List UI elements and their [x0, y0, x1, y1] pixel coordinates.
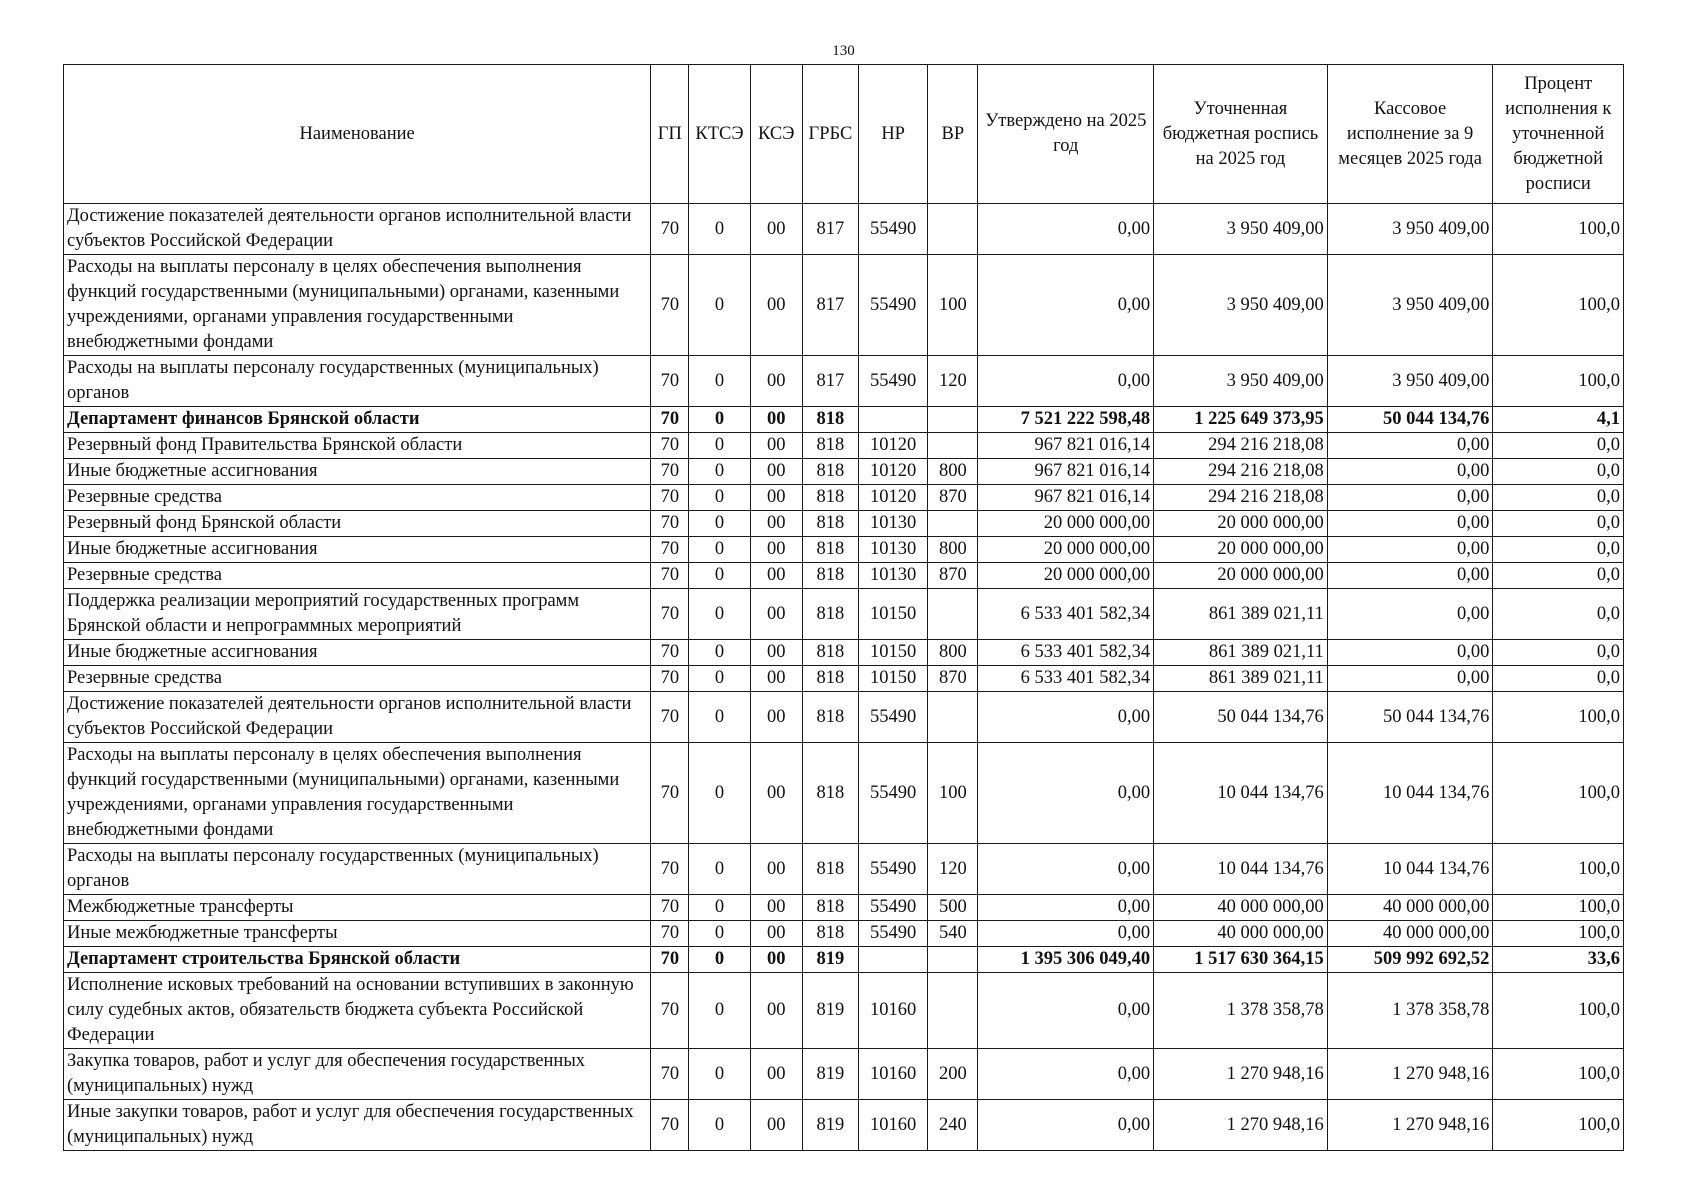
- cell-gp: 70: [651, 356, 689, 407]
- cell-cash: 0,00: [1327, 666, 1493, 692]
- cell-vr: [928, 973, 978, 1049]
- cell-grbs: 818: [802, 485, 858, 511]
- cell-grbs: 818: [802, 511, 858, 537]
- cell-cash: 0,00: [1327, 485, 1493, 511]
- cell-name: Расходы на выплаты персоналу государственных (муниципальных) органов: [64, 356, 651, 407]
- cell-nr: 55490: [859, 255, 928, 356]
- cell-grbs: 818: [802, 433, 858, 459]
- cell-approved: 0,00: [978, 1049, 1154, 1100]
- cell-grbs: 818: [802, 459, 858, 485]
- cell-kse: 00: [750, 589, 802, 640]
- cell-refined: 10 044 134,76: [1154, 844, 1328, 895]
- cell-ktse: 0: [689, 921, 750, 947]
- cell-gp: 70: [651, 640, 689, 666]
- cell-kse: 00: [750, 255, 802, 356]
- cell-grbs: 818: [802, 640, 858, 666]
- cell-name: Резервный фонд Брянской области: [64, 511, 651, 537]
- cell-percent: 100,0: [1493, 692, 1624, 743]
- cell-kse: 00: [750, 1049, 802, 1100]
- cell-nr: 10130: [859, 563, 928, 589]
- table-row: [64, 433, 1624, 459]
- cell-name: Иные бюджетные ассигнования: [64, 640, 651, 666]
- cell-percent: 100,0: [1493, 1049, 1624, 1100]
- table-row: [64, 204, 1624, 255]
- cell-nr: 10160: [859, 1100, 928, 1151]
- cell-gp: 70: [651, 255, 689, 356]
- cell-cash: 1 378 358,78: [1327, 973, 1493, 1049]
- cell-name: Поддержка реализации мероприятий государственных программ Брянской области и непрограммных мероприятий: [64, 589, 651, 640]
- table-row: [64, 255, 1624, 356]
- cell-vr: 540: [928, 921, 978, 947]
- cell-vr: 800: [928, 537, 978, 563]
- header-name: Наименование: [64, 65, 651, 204]
- table-header-row: [64, 65, 1624, 204]
- cell-gp: 70: [651, 947, 689, 973]
- cell-gp: 70: [651, 1100, 689, 1151]
- table-row: [64, 692, 1624, 743]
- cell-name: Департамент финансов Брянской области: [64, 407, 651, 433]
- cell-cash: 509 992 692,52: [1327, 947, 1493, 973]
- table-row: [64, 947, 1624, 973]
- cell-refined: 50 044 134,76: [1154, 692, 1328, 743]
- cell-vr: [928, 589, 978, 640]
- cell-kse: 00: [750, 973, 802, 1049]
- cell-approved: 20 000 000,00: [978, 563, 1154, 589]
- table-row: [64, 356, 1624, 407]
- cell-ktse: 0: [689, 973, 750, 1049]
- cell-ktse: 0: [689, 204, 750, 255]
- cell-percent: 0,0: [1493, 537, 1624, 563]
- cell-nr: 10150: [859, 640, 928, 666]
- cell-vr: 870: [928, 485, 978, 511]
- cell-refined: 1 517 630 364,15: [1154, 947, 1328, 973]
- cell-nr: 55490: [859, 844, 928, 895]
- cell-approved: 0,00: [978, 204, 1154, 255]
- cell-percent: 100,0: [1493, 921, 1624, 947]
- cell-name: Расходы на выплаты персоналу в целях обеспечения выполнения функций государственными (муниципальными) органами, казенными учреждениями, органами управления государственными внебюджетными фондами: [64, 743, 651, 844]
- cell-nr: 55490: [859, 204, 928, 255]
- cell-nr: [859, 407, 928, 433]
- cell-ktse: 0: [689, 1100, 750, 1151]
- cell-ktse: 0: [689, 511, 750, 537]
- cell-nr: 10120: [859, 459, 928, 485]
- cell-kse: 00: [750, 511, 802, 537]
- cell-refined: 1 225 649 373,95: [1154, 407, 1328, 433]
- cell-grbs: 818: [802, 895, 858, 921]
- cell-ktse: 0: [689, 640, 750, 666]
- cell-ktse: 0: [689, 459, 750, 485]
- cell-grbs: 817: [802, 356, 858, 407]
- cell-approved: 0,00: [978, 844, 1154, 895]
- cell-refined: 1 270 948,16: [1154, 1100, 1328, 1151]
- cell-grbs: 819: [802, 1049, 858, 1100]
- cell-refined: 861 389 021,11: [1154, 666, 1328, 692]
- cell-nr: 10130: [859, 537, 928, 563]
- cell-refined: 20 000 000,00: [1154, 511, 1328, 537]
- cell-vr: [928, 433, 978, 459]
- cell-gp: 70: [651, 485, 689, 511]
- cell-cash: 40 000 000,00: [1327, 921, 1493, 947]
- cell-percent: 0,0: [1493, 459, 1624, 485]
- cell-name: Резервные средства: [64, 485, 651, 511]
- cell-grbs: 818: [802, 589, 858, 640]
- cell-ktse: 0: [689, 844, 750, 895]
- cell-name: Иные бюджетные ассигнования: [64, 537, 651, 563]
- cell-name: Расходы на выплаты персоналу государственных (муниципальных) органов: [64, 844, 651, 895]
- cell-grbs: 819: [802, 947, 858, 973]
- cell-percent: 100,0: [1493, 973, 1624, 1049]
- cell-refined: 861 389 021,11: [1154, 589, 1328, 640]
- cell-approved: 0,00: [978, 692, 1154, 743]
- cell-ktse: 0: [689, 895, 750, 921]
- cell-ktse: 0: [689, 485, 750, 511]
- cell-vr: 240: [928, 1100, 978, 1151]
- cell-name: Иные межбюджетные трансферты: [64, 921, 651, 947]
- cell-grbs: 819: [802, 973, 858, 1049]
- cell-name: Достижение показателей деятельности органов исполнительной власти субъектов Российской Федерации: [64, 692, 651, 743]
- cell-approved: 0,00: [978, 973, 1154, 1049]
- cell-ktse: 0: [689, 255, 750, 356]
- cell-refined: 1 378 358,78: [1154, 973, 1328, 1049]
- table-row: [64, 640, 1624, 666]
- cell-vr: 100: [928, 743, 978, 844]
- cell-percent: 100,0: [1493, 844, 1624, 895]
- page-number: 130: [832, 43, 855, 59]
- header-ktse: КТСЭ: [689, 65, 750, 204]
- cell-kse: 00: [750, 844, 802, 895]
- cell-kse: 00: [750, 537, 802, 563]
- cell-name: Резервные средства: [64, 666, 651, 692]
- cell-cash: 0,00: [1327, 563, 1493, 589]
- cell-approved: 0,00: [978, 895, 1154, 921]
- cell-approved: 6 533 401 582,34: [978, 640, 1154, 666]
- header-refined: Уточненная бюджетная роспись на 2025 год: [1154, 65, 1328, 204]
- cell-gp: 70: [651, 563, 689, 589]
- cell-kse: 00: [750, 895, 802, 921]
- header-gp: ГП: [651, 65, 689, 204]
- cell-kse: 00: [750, 204, 802, 255]
- cell-approved: 0,00: [978, 255, 1154, 356]
- cell-grbs: 817: [802, 255, 858, 356]
- cell-cash: 3 950 409,00: [1327, 356, 1493, 407]
- cell-kse: 00: [750, 485, 802, 511]
- cell-nr: 10160: [859, 1049, 928, 1100]
- cell-nr: 55490: [859, 743, 928, 844]
- cell-cash: 50 044 134,76: [1327, 407, 1493, 433]
- cell-percent: 100,0: [1493, 255, 1624, 356]
- table-row: [64, 973, 1624, 1049]
- cell-percent: 0,0: [1493, 589, 1624, 640]
- cell-vr: [928, 204, 978, 255]
- cell-cash: 3 950 409,00: [1327, 255, 1493, 356]
- cell-name: Департамент строительства Брянской области: [64, 947, 651, 973]
- cell-nr: 55490: [859, 895, 928, 921]
- cell-refined: 1 270 948,16: [1154, 1049, 1328, 1100]
- cell-gp: 70: [651, 204, 689, 255]
- table-row: [64, 1100, 1624, 1151]
- cell-refined: 3 950 409,00: [1154, 255, 1328, 356]
- header-vr: ВР: [928, 65, 978, 204]
- cell-gp: 70: [651, 1049, 689, 1100]
- cell-vr: [928, 511, 978, 537]
- cell-kse: 00: [750, 743, 802, 844]
- cell-approved: 0,00: [978, 743, 1154, 844]
- cell-gp: 70: [651, 973, 689, 1049]
- cell-percent: 0,0: [1493, 666, 1624, 692]
- cell-kse: 00: [750, 563, 802, 589]
- cell-refined: 3 950 409,00: [1154, 356, 1328, 407]
- cell-grbs: 818: [802, 537, 858, 563]
- cell-approved: 1 395 306 049,40: [978, 947, 1154, 973]
- header-grbs: ГРБС: [802, 65, 858, 204]
- cell-gp: 70: [651, 537, 689, 563]
- header-approved: Утверждено на 2025 год: [978, 65, 1154, 204]
- cell-refined: 861 389 021,11: [1154, 640, 1328, 666]
- cell-refined: 20 000 000,00: [1154, 537, 1328, 563]
- table-row: [64, 844, 1624, 895]
- cell-vr: 800: [928, 640, 978, 666]
- cell-vr: 200: [928, 1049, 978, 1100]
- cell-nr: 10160: [859, 973, 928, 1049]
- cell-kse: 00: [750, 692, 802, 743]
- cell-percent: 100,0: [1493, 204, 1624, 255]
- header-kse: КСЭ: [750, 65, 802, 204]
- cell-grbs: 818: [802, 666, 858, 692]
- header-nr: НР: [859, 65, 928, 204]
- cell-ktse: 0: [689, 692, 750, 743]
- cell-name: Резервные средства: [64, 563, 651, 589]
- cell-name: Межбюджетные трансферты: [64, 895, 651, 921]
- cell-refined: 40 000 000,00: [1154, 895, 1328, 921]
- cell-vr: [928, 407, 978, 433]
- cell-refined: 10 044 134,76: [1154, 743, 1328, 844]
- cell-grbs: 818: [802, 743, 858, 844]
- cell-gp: 70: [651, 743, 689, 844]
- cell-gp: 70: [651, 895, 689, 921]
- cell-approved: 7 521 222 598,48: [978, 407, 1154, 433]
- cell-gp: 70: [651, 844, 689, 895]
- table-row: [64, 895, 1624, 921]
- cell-kse: 00: [750, 1100, 802, 1151]
- cell-cash: 0,00: [1327, 511, 1493, 537]
- cell-grbs: 818: [802, 692, 858, 743]
- cell-percent: 33,6: [1493, 947, 1624, 973]
- cell-ktse: 0: [689, 433, 750, 459]
- budget-execution-table: [63, 64, 1624, 1151]
- table-row: [64, 563, 1624, 589]
- cell-refined: 294 216 218,08: [1154, 485, 1328, 511]
- cell-cash: 10 044 134,76: [1327, 743, 1493, 844]
- cell-approved: 0,00: [978, 921, 1154, 947]
- cell-gp: 70: [651, 921, 689, 947]
- cell-refined: 3 950 409,00: [1154, 204, 1328, 255]
- cell-ktse: 0: [689, 1049, 750, 1100]
- cell-cash: 0,00: [1327, 459, 1493, 485]
- cell-cash: 10 044 134,76: [1327, 844, 1493, 895]
- cell-nr: 55490: [859, 692, 928, 743]
- cell-grbs: 818: [802, 563, 858, 589]
- cell-name: Достижение показателей деятельности органов исполнительной власти субъектов Российской Федерации: [64, 204, 651, 255]
- cell-name: Резервный фонд Правительства Брянской области: [64, 433, 651, 459]
- cell-kse: 00: [750, 356, 802, 407]
- cell-cash: 1 270 948,16: [1327, 1049, 1493, 1100]
- cell-cash: 0,00: [1327, 433, 1493, 459]
- cell-approved: 20 000 000,00: [978, 511, 1154, 537]
- cell-cash: 0,00: [1327, 537, 1493, 563]
- cell-nr: 10150: [859, 666, 928, 692]
- table-row: [64, 407, 1624, 433]
- table-row: [64, 511, 1624, 537]
- cell-grbs: 818: [802, 407, 858, 433]
- cell-refined: 20 000 000,00: [1154, 563, 1328, 589]
- cell-vr: 120: [928, 844, 978, 895]
- cell-gp: 70: [651, 666, 689, 692]
- cell-vr: 800: [928, 459, 978, 485]
- cell-gp: 70: [651, 692, 689, 743]
- cell-ktse: 0: [689, 743, 750, 844]
- cell-approved: 967 821 016,14: [978, 433, 1154, 459]
- cell-percent: 0,0: [1493, 640, 1624, 666]
- cell-ktse: 0: [689, 666, 750, 692]
- cell-vr: 100: [928, 255, 978, 356]
- cell-cash: 3 950 409,00: [1327, 204, 1493, 255]
- cell-cash: 40 000 000,00: [1327, 895, 1493, 921]
- cell-gp: 70: [651, 407, 689, 433]
- cell-ktse: 0: [689, 356, 750, 407]
- table-row: [64, 485, 1624, 511]
- cell-nr: 10130: [859, 511, 928, 537]
- cell-kse: 00: [750, 921, 802, 947]
- cell-nr: 10120: [859, 485, 928, 511]
- cell-percent: 0,0: [1493, 433, 1624, 459]
- cell-percent: 100,0: [1493, 356, 1624, 407]
- cell-nr: 10120: [859, 433, 928, 459]
- cell-grbs: 819: [802, 1100, 858, 1151]
- cell-kse: 00: [750, 459, 802, 485]
- cell-cash: 0,00: [1327, 589, 1493, 640]
- cell-ktse: 0: [689, 407, 750, 433]
- cell-refined: 294 216 218,08: [1154, 433, 1328, 459]
- table-row: [64, 589, 1624, 640]
- cell-percent: 0,0: [1493, 511, 1624, 537]
- cell-cash: 1 270 948,16: [1327, 1100, 1493, 1151]
- cell-gp: 70: [651, 459, 689, 485]
- cell-percent: 100,0: [1493, 1100, 1624, 1151]
- cell-cash: 0,00: [1327, 640, 1493, 666]
- cell-refined: 40 000 000,00: [1154, 921, 1328, 947]
- cell-vr: 870: [928, 666, 978, 692]
- cell-approved: 6 533 401 582,34: [978, 589, 1154, 640]
- cell-cash: 50 044 134,76: [1327, 692, 1493, 743]
- cell-vr: [928, 692, 978, 743]
- cell-gp: 70: [651, 589, 689, 640]
- cell-kse: 00: [750, 666, 802, 692]
- cell-approved: 0,00: [978, 356, 1154, 407]
- table-row: [64, 743, 1624, 844]
- cell-vr: [928, 947, 978, 973]
- cell-approved: 6 533 401 582,34: [978, 666, 1154, 692]
- table-row: [64, 921, 1624, 947]
- header-percent: Процент исполнения к уточненной бюджетной росписи: [1493, 65, 1624, 204]
- table-row: [64, 537, 1624, 563]
- cell-nr: 55490: [859, 356, 928, 407]
- cell-kse: 00: [750, 407, 802, 433]
- cell-name: Иные бюджетные ассигнования: [64, 459, 651, 485]
- cell-percent: 100,0: [1493, 895, 1624, 921]
- cell-approved: 0,00: [978, 1100, 1154, 1151]
- cell-name: Расходы на выплаты персоналу в целях обеспечения выполнения функций государственными (муниципальными) органами, казенными учреждениями, органами управления государственными внебюджетными фондами: [64, 255, 651, 356]
- cell-grbs: 818: [802, 844, 858, 895]
- cell-vr: 870: [928, 563, 978, 589]
- cell-nr: 10150: [859, 589, 928, 640]
- cell-percent: 100,0: [1493, 743, 1624, 844]
- cell-approved: 967 821 016,14: [978, 459, 1154, 485]
- cell-kse: 00: [750, 947, 802, 973]
- cell-name: Закупка товаров, работ и услуг для обеспечения государственных (муниципальных) нужд: [64, 1049, 651, 1100]
- cell-ktse: 0: [689, 537, 750, 563]
- cell-percent: 0,0: [1493, 485, 1624, 511]
- header-cash: Кассовое исполнение за 9 месяцев 2025 года: [1327, 65, 1493, 204]
- table-row: [64, 459, 1624, 485]
- cell-percent: 0,0: [1493, 563, 1624, 589]
- cell-gp: 70: [651, 511, 689, 537]
- cell-nr: [859, 947, 928, 973]
- cell-vr: 500: [928, 895, 978, 921]
- table-row: [64, 666, 1624, 692]
- cell-approved: 967 821 016,14: [978, 485, 1154, 511]
- cell-ktse: 0: [689, 563, 750, 589]
- cell-gp: 70: [651, 433, 689, 459]
- cell-grbs: 818: [802, 921, 858, 947]
- cell-kse: 00: [750, 640, 802, 666]
- cell-refined: 294 216 218,08: [1154, 459, 1328, 485]
- cell-ktse: 0: [689, 589, 750, 640]
- cell-name: Иные закупки товаров, работ и услуг для обеспечения государственных (муниципальных) нужд: [64, 1100, 651, 1151]
- table-row: [64, 1049, 1624, 1100]
- cell-approved: 20 000 000,00: [978, 537, 1154, 563]
- cell-percent: 4,1: [1493, 407, 1624, 433]
- cell-ktse: 0: [689, 947, 750, 973]
- cell-name: Исполнение исковых требований на основании вступивших в законную силу судебных актов, обязательств бюджета субъекта Российской Федерации: [64, 973, 651, 1049]
- cell-grbs: 817: [802, 204, 858, 255]
- cell-nr: 55490: [859, 921, 928, 947]
- table-body: [64, 204, 1624, 1151]
- cell-vr: 120: [928, 356, 978, 407]
- cell-kse: 00: [750, 433, 802, 459]
